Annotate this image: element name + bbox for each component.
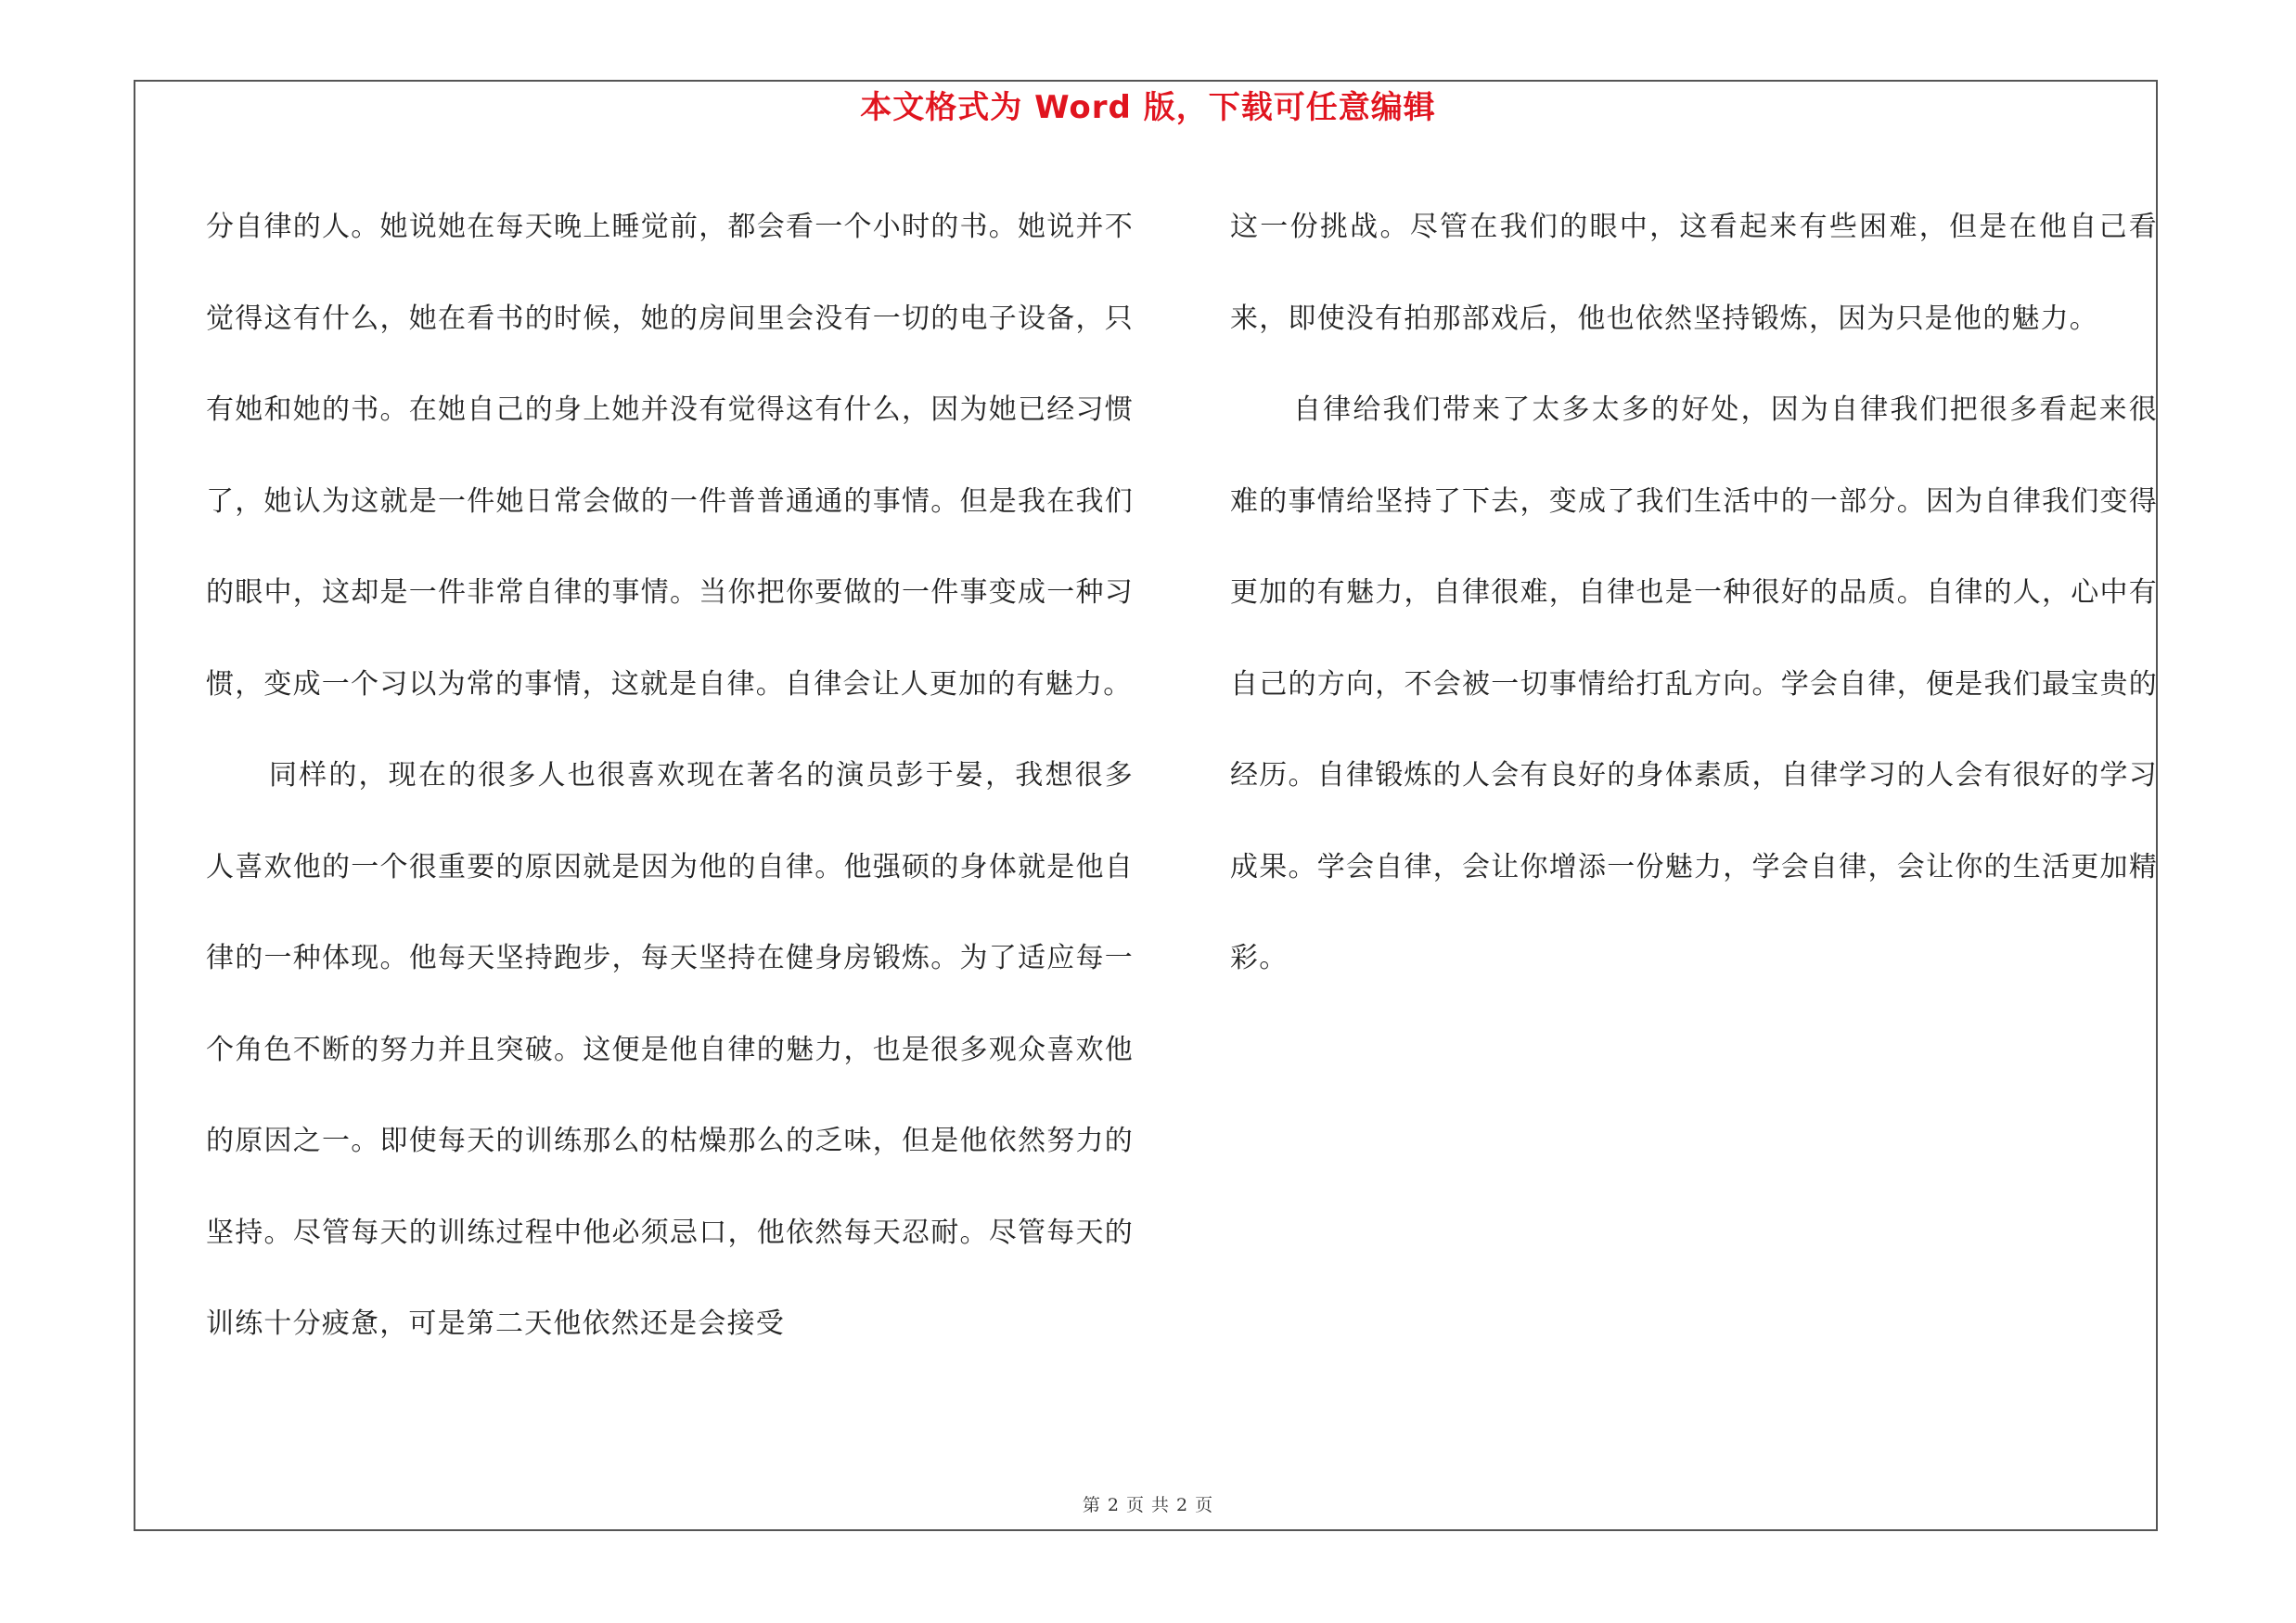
paragraph-continued: 分自律的人。她说她在每天晚上睡觉前，都会看一个小时的书。她说并不觉得这有什么，她在看书的时候，她的房间里会没有一切的电子设备，只有她和她的书。在她自己的身上她并没有觉得这有什么，因为她已经习惯了，她认为这就是一件她日常会做的一件普普通通的事情。但是我在我们的眼中，这却是一件非常自律的事情。当你把你要做的一件事变成一种习惯，变成一个习以为常的事情，这就是自律。自律会让人更加的有魅力。 — [206, 211, 1134, 701]
paragraph: 同样的，现在的很多人也很喜欢现在著名的演员彭于晏，我想很多人喜欢他的一个很重要的原因就是因为他的自律。他强硕的身体就是他自律的一种体现。他每天坚持跑步，每天坚持在健身房锻炼。为了适应每一个角色不断的努力并且突破。这便是他自律的魅力，也是很多观众喜欢他的原因之一。即使每天的训练那么的枯燥那么的乏味，但是他依然努力的坚持。尽管每天的训练过程中他必须忌口，他依然每天忍耐。尽管每天的训练十分疲惫，可是第二天他依然还是会接受 — [206, 759, 1134, 1340]
paragraph: 自律给我们带来了太多太多的好处，因为自律我们把很多看起来很难的事情给坚持了下去，变成了我们生活中的一部分。因为自律我们变得更加的有魅力，自律很难，自律也是一种很好的品质。自律的人，心中有自己的方向，不会被一切事情给打乱方向。学会自律，便是我们最宝贵的经历。自律锻炼的人会有良好的身体素质，自律学习的人会有很好的学习成果。学会自律，会让你增添一份魅力，学会自律，会让你的生活更加精彩。 — [1230, 393, 2158, 974]
right-text-column — [1230, 182, 2158, 1005]
document-format-banner: 本文格式为 Word 版，下载可任意编辑 — [860, 89, 1436, 126]
paragraph-continued: 这一份挑战。尽管在我们的眼中，这看起来有些困难，但是在他自己看来，即使没有拍那部戏后，他也依然坚持锻炼，因为只是他的魅力。 — [1230, 211, 2158, 335]
page-number-footer: 第 2 页 共 2 页 — [1082, 1495, 1214, 1515]
left-text-column — [206, 182, 1134, 1371]
